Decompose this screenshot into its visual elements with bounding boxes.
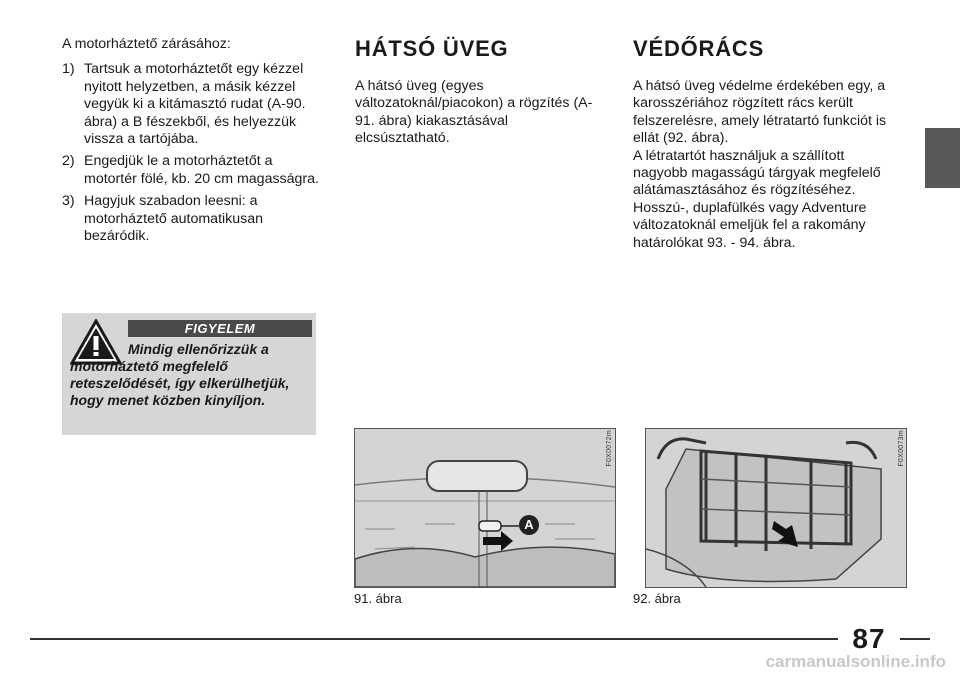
figure-caption: 91. ábra (354, 591, 402, 606)
page-number: 87 (838, 623, 900, 655)
footer-rule (30, 638, 930, 640)
rear-window-illustration (355, 429, 615, 587)
step-number: 1) (62, 61, 75, 78)
step-number: 2) (62, 153, 75, 170)
warning-title: FIGYELEM (128, 320, 312, 337)
figure-guard (645, 428, 907, 588)
step-number: 3) (62, 193, 75, 210)
hood-closing-section (62, 36, 324, 250)
list-item (62, 61, 324, 148)
intro-text: A motorháztető zárásához: (62, 36, 231, 52)
guard-section (633, 36, 895, 252)
figure-caption: 92. ábra (633, 591, 681, 606)
label-a-marker: A (519, 515, 539, 535)
figure-rear-window (354, 428, 616, 588)
warning-text: Mindig ellenőrizzük a motorháztető megfelelő reteszelődését, így elkerülhetjük, hogy menet közben kinyíljon. (70, 341, 290, 408)
figure-code: F0X0073m (898, 430, 905, 467)
warning-box (62, 313, 316, 435)
rear-window-section (355, 36, 605, 148)
arrow-icon (483, 531, 515, 551)
guard-illustration (646, 429, 906, 587)
step-text: Tartsuk a motorháztetőt egy kézzel nyitott helyzetben, a másik kézzel vegyük ki a kitámasztó rudat (A-90. ábra) a B fészekből, és helyezzük vissza a tartójába. (84, 61, 306, 148)
step-text: Engedjük le a motorháztetőt a motortér fölé, kb. 20 cm magasságra. (84, 153, 319, 187)
watermark: carmanualsonline.info (765, 652, 946, 671)
list-item (62, 193, 324, 245)
section-heading: VÉDŐRÁCS (633, 36, 765, 61)
list-item (62, 153, 324, 188)
chapter-tab (925, 128, 960, 188)
section-heading: HÁTSÓ ÜVEG (355, 36, 509, 61)
section-text: A hátsó üveg (egyes változatoknál/piacokon) a rögzítés (A-91. ábra) kiakasztásával elcsúsztatható. (355, 78, 593, 147)
steps-list (62, 61, 324, 245)
figure-code: F0X0072m (606, 430, 613, 467)
section-text: A hátsó üveg védelme érdekében egy, a karosszériához rögzített rács került felszerelésre, amely létratartó funkciót is ellát (92. ábra). A létratartót használjuk a szállított nagyobb magasságú tárgyak megfelelő alátámasztásához és rögzítéséhez. Hosszú-, duplafülkés vagy Adventure változatoknál emeljük fel a rakomány határolókat 93. - 94. ábra. (633, 78, 887, 251)
step-text: Hagyjuk szabadon leesni: a motorháztető automatikusan bezáródik. (84, 193, 264, 245)
